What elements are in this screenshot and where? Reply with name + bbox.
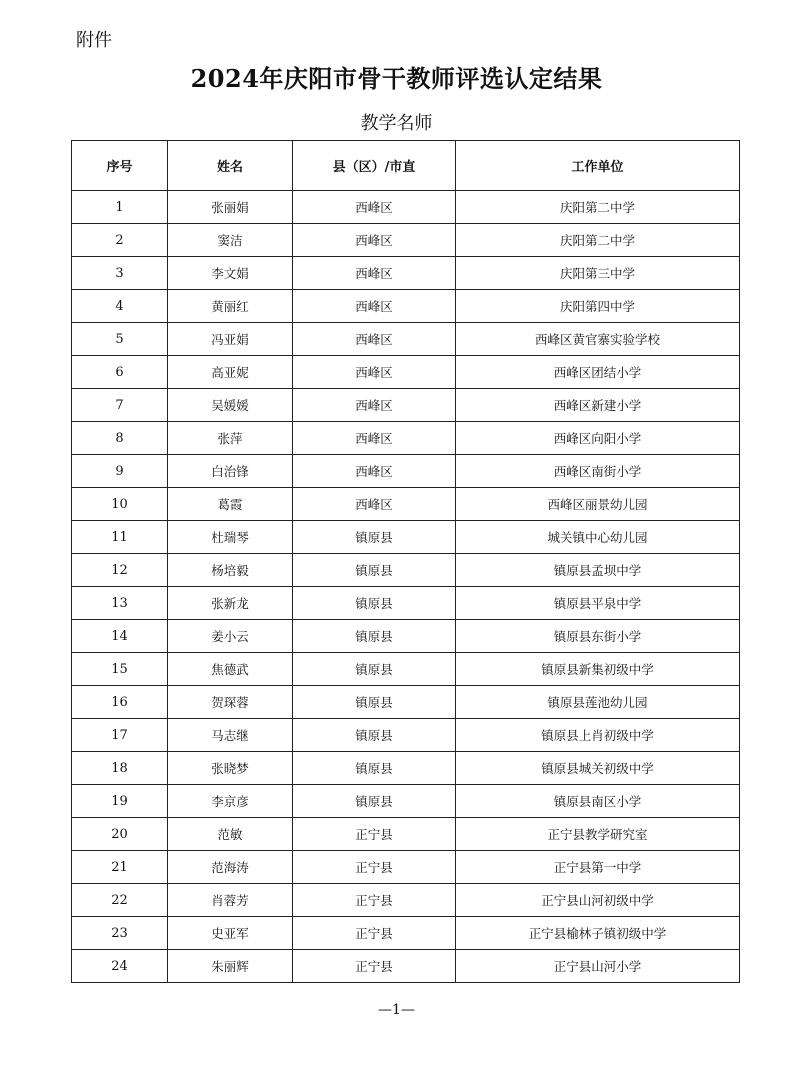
cell-unit: 镇原县城关初级中学 (456, 752, 740, 785)
cell-unit: 西峰区丽景幼儿园 (456, 488, 740, 521)
cell-unit: 镇原县上肖初级中学 (456, 719, 740, 752)
cell-no: 1 (72, 191, 168, 224)
cell-unit: 正宁县榆林子镇初级中学 (456, 917, 740, 950)
table-row (72, 686, 740, 719)
cell-county: 正宁县 (293, 851, 456, 884)
cell-no: 7 (72, 389, 168, 422)
cell-county: 西峰区 (293, 422, 456, 455)
cell-no: 17 (72, 719, 168, 752)
cell-name: 李文娟 (168, 257, 293, 290)
cell-unit: 西峰区黄官寨实验学校 (456, 323, 740, 356)
cell-no: 11 (72, 521, 168, 554)
header-no: 序号 (72, 141, 168, 191)
cell-no: 4 (72, 290, 168, 323)
cell-name: 黄丽红 (168, 290, 293, 323)
cell-unit: 正宁县山河初级中学 (456, 884, 740, 917)
cell-county: 镇原县 (293, 686, 456, 719)
table-row (72, 554, 740, 587)
table-row (72, 191, 740, 224)
cell-no: 22 (72, 884, 168, 917)
cell-name: 姜小云 (168, 620, 293, 653)
table-row (72, 587, 740, 620)
cell-county: 正宁县 (293, 950, 456, 983)
table-row (72, 488, 740, 521)
cell-no: 2 (72, 224, 168, 257)
table-row (72, 785, 740, 818)
cell-county: 正宁县 (293, 917, 456, 950)
cell-county: 镇原县 (293, 620, 456, 653)
cell-no: 12 (72, 554, 168, 587)
cell-unit: 庆阳第三中学 (456, 257, 740, 290)
cell-county: 西峰区 (293, 389, 456, 422)
cell-no: 16 (72, 686, 168, 719)
table-row (72, 455, 740, 488)
cell-county: 正宁县 (293, 818, 456, 851)
cell-county: 西峰区 (293, 488, 456, 521)
cell-name: 贺琛蓉 (168, 686, 293, 719)
cell-unit: 镇原县孟坝中学 (456, 554, 740, 587)
header-row (72, 141, 740, 191)
teacher-roster-table (71, 140, 740, 983)
table-row (72, 653, 740, 686)
cell-county: 西峰区 (293, 290, 456, 323)
cell-no: 8 (72, 422, 168, 455)
table-row (72, 620, 740, 653)
cell-no: 5 (72, 323, 168, 356)
cell-unit: 庆阳第二中学 (456, 191, 740, 224)
cell-county: 镇原县 (293, 587, 456, 620)
cell-name: 马志继 (168, 719, 293, 752)
cell-name: 范海涛 (168, 851, 293, 884)
cell-unit: 正宁县教学研究室 (456, 818, 740, 851)
cell-name: 窦洁 (168, 224, 293, 257)
table-row (72, 422, 740, 455)
document-subtitle: 教学名师 (360, 113, 433, 134)
cell-no: 3 (72, 257, 168, 290)
cell-no: 20 (72, 818, 168, 851)
cell-unit: 城关镇中心幼儿园 (456, 521, 740, 554)
header-name: 姓名 (168, 141, 293, 191)
table-header (72, 141, 740, 191)
attachment-label: 附件 (76, 30, 112, 51)
table-row (72, 323, 740, 356)
cell-name: 张萍 (168, 422, 293, 455)
cell-no: 21 (72, 851, 168, 884)
cell-unit: 镇原县东街小学 (456, 620, 740, 653)
table-row (72, 818, 740, 851)
table-row (72, 389, 740, 422)
table-row (72, 950, 740, 983)
cell-no: 19 (72, 785, 168, 818)
cell-name: 肖蓉芳 (168, 884, 293, 917)
table-row (72, 917, 740, 950)
cell-county: 镇原县 (293, 752, 456, 785)
table-row (72, 356, 740, 389)
table-body (72, 191, 740, 983)
cell-unit: 庆阳第二中学 (456, 224, 740, 257)
cell-county: 西峰区 (293, 257, 456, 290)
cell-name: 朱丽辉 (168, 950, 293, 983)
cell-county: 镇原县 (293, 785, 456, 818)
cell-name: 焦德武 (168, 653, 293, 686)
cell-name: 史亚军 (168, 917, 293, 950)
cell-county: 镇原县 (293, 653, 456, 686)
cell-no: 13 (72, 587, 168, 620)
cell-name: 范敏 (168, 818, 293, 851)
cell-no: 23 (72, 917, 168, 950)
cell-county: 西峰区 (293, 224, 456, 257)
cell-unit: 西峰区向阳小学 (456, 422, 740, 455)
header-county: 县（区）/市直 (293, 141, 456, 191)
cell-unit: 庆阳第四中学 (456, 290, 740, 323)
cell-county: 正宁县 (293, 884, 456, 917)
cell-name: 张新龙 (168, 587, 293, 620)
cell-name: 杨培毅 (168, 554, 293, 587)
cell-no: 18 (72, 752, 168, 785)
cell-no: 24 (72, 950, 168, 983)
cell-name: 高亚妮 (168, 356, 293, 389)
cell-unit: 正宁县山河小学 (456, 950, 740, 983)
table-row (72, 719, 740, 752)
cell-name: 张丽娟 (168, 191, 293, 224)
cell-unit: 镇原县新集初级中学 (456, 653, 740, 686)
page-number: —1— (378, 1002, 415, 1018)
cell-name: 杜瑞琴 (168, 521, 293, 554)
cell-no: 14 (72, 620, 168, 653)
document-title: 2024年庆阳市骨干教师评选认定结果 (190, 64, 603, 93)
table-row (72, 851, 740, 884)
cell-unit: 正宁县第一中学 (456, 851, 740, 884)
cell-county: 西峰区 (293, 455, 456, 488)
cell-name: 吴媛媛 (168, 389, 293, 422)
table-row (72, 752, 740, 785)
cell-unit: 西峰区新建小学 (456, 389, 740, 422)
cell-county: 西峰区 (293, 323, 456, 356)
cell-county: 镇原县 (293, 521, 456, 554)
cell-no: 15 (72, 653, 168, 686)
cell-unit: 镇原县莲池幼儿园 (456, 686, 740, 719)
cell-county: 镇原县 (293, 554, 456, 587)
cell-unit: 镇原县平泉中学 (456, 587, 740, 620)
cell-county: 西峰区 (293, 191, 456, 224)
table-row (72, 521, 740, 554)
cell-name: 张晓梦 (168, 752, 293, 785)
cell-name: 李京彦 (168, 785, 293, 818)
cell-name: 冯亚娟 (168, 323, 293, 356)
cell-name: 白治锋 (168, 455, 293, 488)
cell-no: 9 (72, 455, 168, 488)
cell-no: 6 (72, 356, 168, 389)
table-row (72, 290, 740, 323)
table-row (72, 884, 740, 917)
cell-county: 西峰区 (293, 356, 456, 389)
cell-county: 镇原县 (293, 719, 456, 752)
table-row (72, 224, 740, 257)
cell-no: 10 (72, 488, 168, 521)
cell-unit: 镇原县南区小学 (456, 785, 740, 818)
cell-name: 葛霞 (168, 488, 293, 521)
cell-unit: 西峰区南街小学 (456, 455, 740, 488)
header-unit: 工作单位 (456, 141, 740, 191)
table-row (72, 257, 740, 290)
cell-unit: 西峰区团结小学 (456, 356, 740, 389)
